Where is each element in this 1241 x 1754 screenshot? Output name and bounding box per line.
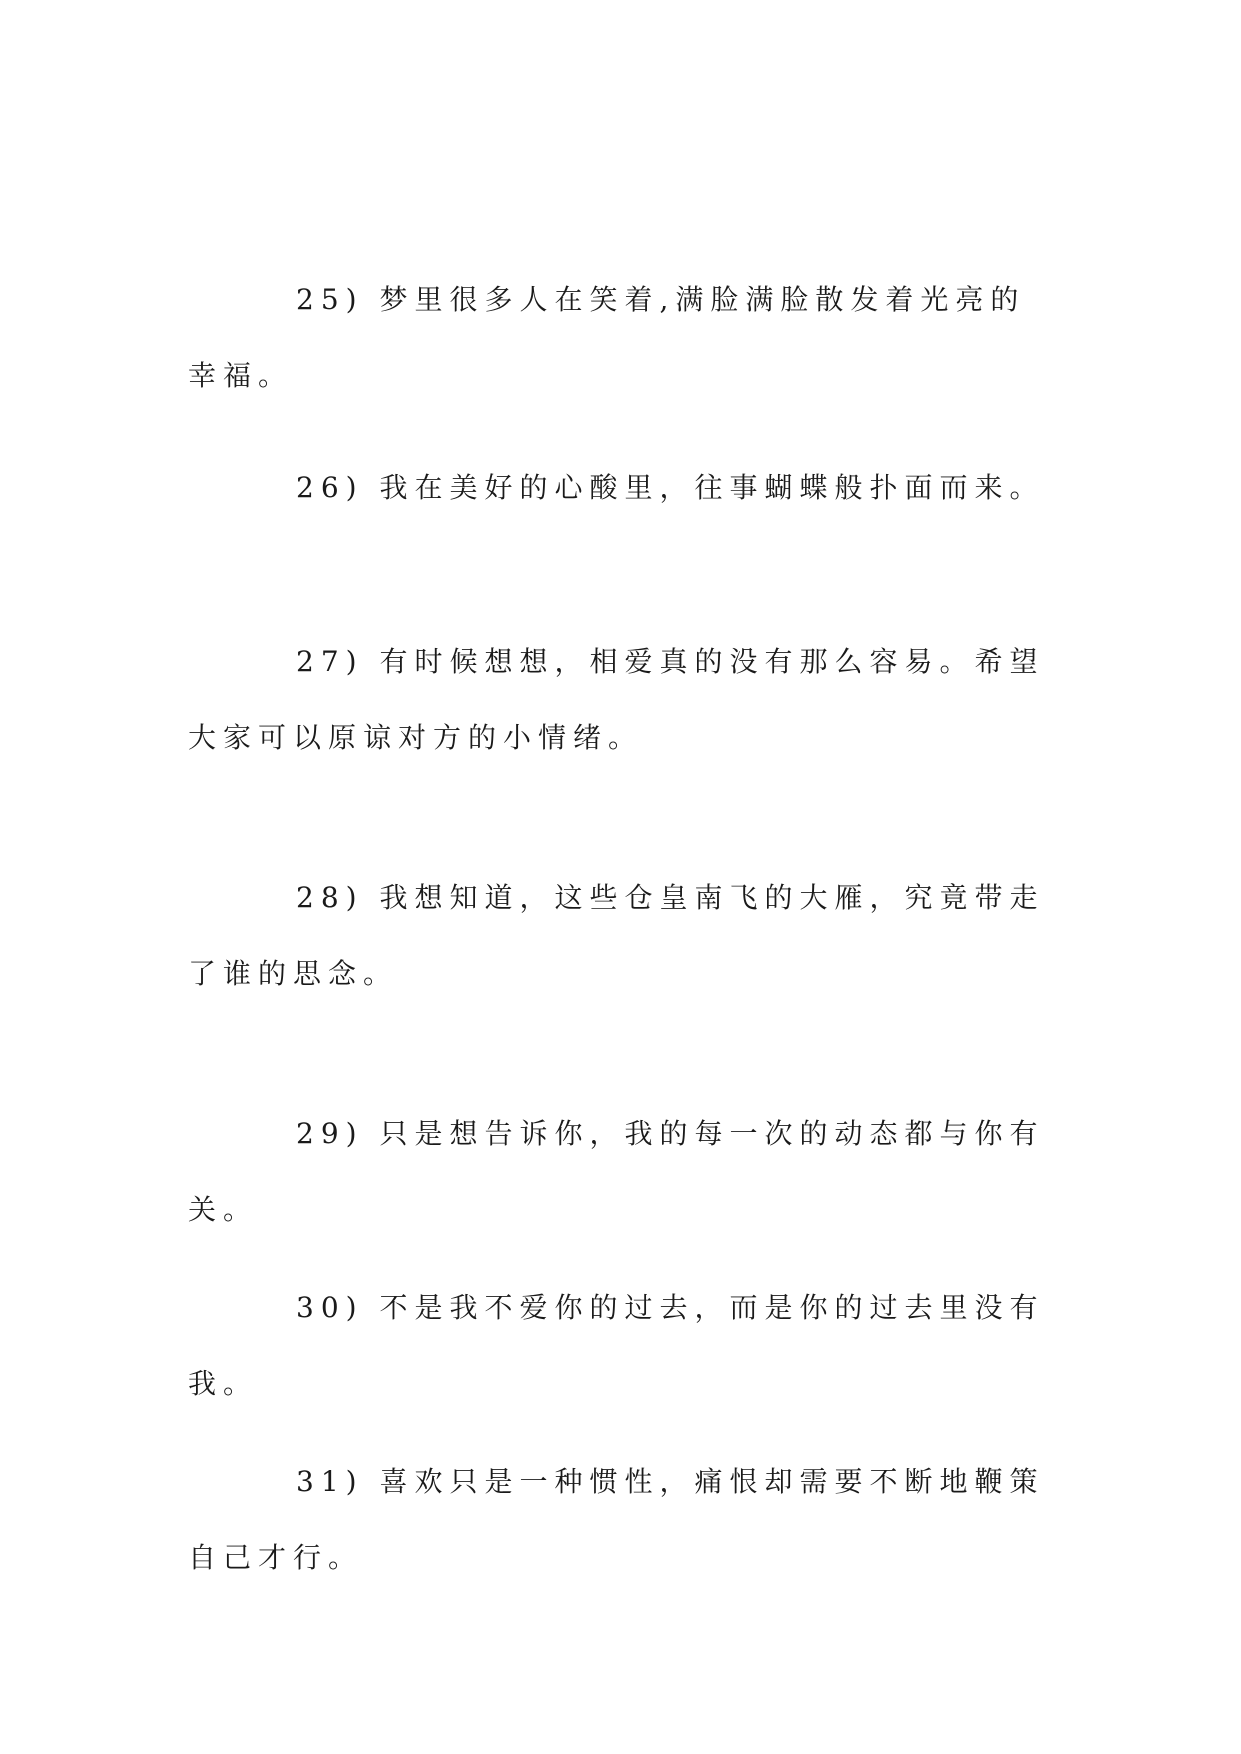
paragraph-31: 31) 喜欢只是一种惯性，痛恨却需要不断地鞭策自己才行。 [188,1465,1045,1574]
paragraph-30: 30) 不是我不爱你的过去，而是你的过去里没有我。 [188,1291,1045,1400]
paragraph-25: 25) 梦里很多人在笑着,满脸满脸散发着光亮的幸福。 [188,283,1026,392]
paragraph-28: 28) 我想知道，这些仓皇南飞的大雁，究竟带走了谁的思念。 [188,881,1045,990]
paragraph-26: 26) 我在美好的心酸里，往事蝴蝶般扑面而来。 [296,471,1045,504]
paragraph-29: 29) 只是想告诉你，我的每一次的动态都与你有关。 [188,1117,1045,1226]
paragraph-27: 27) 有时候想想，相爱真的没有那么容易。希望大家可以原谅对方的小情绪。 [188,645,1045,754]
